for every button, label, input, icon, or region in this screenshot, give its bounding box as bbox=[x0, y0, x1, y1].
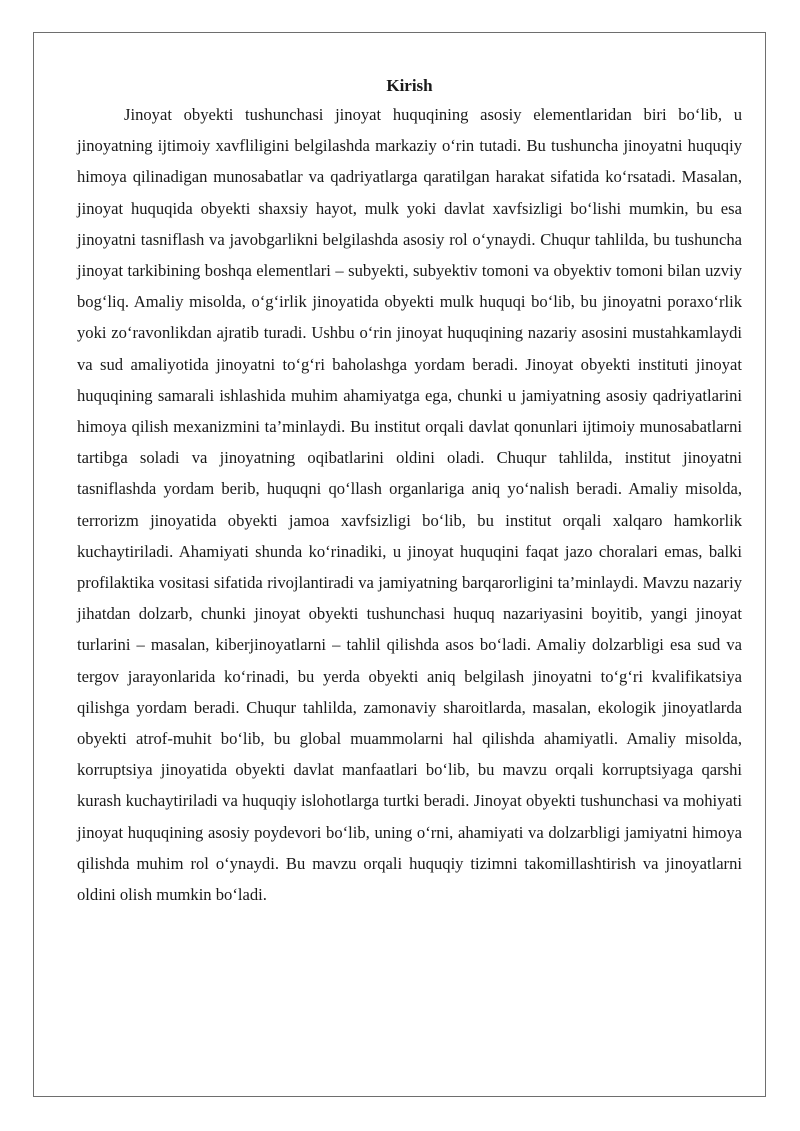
document-body bbox=[77, 74, 742, 910]
document-title: Kirish bbox=[386, 76, 433, 95]
body-paragraph: Jinoyat obyekti tushunchasi jinoyat huquqining asosiy elementlaridan biri bo‘lib, u jinoyatning ijtimoiy xavfliligini belgilashda markaziy o‘rin tutadi. Bu tushuncha jinoyatni huquqiy himoya qilinadigan munosabatlar va qadriyatlarga qaratilgan harakat sifatida ko‘rsatadi. Masalan, jinoyat huquqida obyekti shaxsiy hayot, mulk yoki davlat xavfsizligi bo‘lishi mumkin, bu esa jinoyatni tasniflash va javobgarlikni belgilashda asosiy rol o‘ynaydi. Chuqur tahlilda, bu tushuncha jinoyat tarkibining boshqa elementlari – subyekti, subyektiv tomoni va obyektiv tomoni bilan uzviy bog‘liq. Amaliy misolda, o‘g‘irlik jinoyatida obyekti mulk huquqi bo‘lib, bu jinoyatni poraxo‘rlik yoki zo‘ravonlikdan ajratib turadi. Ushbu o‘rin jinoyat huquqining nazariy asosini mustahkamlaydi va sud amaliyotida jinoyatni to‘g‘ri baholashga yordam beradi. Jinoyat obyekti instituti jinoyat huquqining samarali ishlashida muhim ahamiyatga ega, chunki u jamiyatning asosiy qadriyatlarini himoya qilish mexanizmini ta’minlaydi. Bu institut orqali davlat qonunlari ijtimoiy munosabatlarni tartibga soladi va jinoyatning oqibatlarini oldini oladi. Chuqur tahlilda, institut jinoyatni tasniflashda yordam berib, huquqni qo‘llash organlariga aniq yo‘nalish beradi. Amaliy misolda, terrorizm jinoyatida obyekti jamoa xavfsizligi bo‘lib, bu institut orqali xalqaro hamkorlik kuchaytiriladi. Ahamiyati shunda ko‘rinadiki, u jinoyat huquqini faqat jazo choralari emas, balki profilaktika vositasi sifatida rivojlantiradi va jamiyatning barqarorligini ta’minlaydi. Mavzu nazariy jihatdan dolzarb, chunki jinoyat obyekti tushunchasi huquq nazariyasini boyitib, yangi jinoyat turlarini – masalan, kiberjinoyatlarni – tahlil qilishda asos bo‘ladi. Amaliy dolzarbligi esa sud va tergov jarayonlarida ko‘rinadi, bu yerda obyekti aniq belgilash jinoyatni to‘g‘ri kvalifikatsiya qilishga yordam beradi. Chuqur tahlilda, zamonaviy sharoitlarda, masalan, ekologik jinoyatlarda obyekti atrof-muhit bo‘lib, bu global muammolarni hal qilishda ahamiyatli. Amaliy misolda, korruptsiya jinoyatida obyekti davlat manfaatlari bo‘lib, bu mavzu orqali korruptsiyaga qarshi kurash kuchaytiriladi va huquqiy islohotlarga turtki beradi. Jinoyat obyekti tushunchasi va mohiyati jinoyat huquqining asosiy poydevori bo‘lib, uning o‘rni, ahamiyati va dolzarbligi jamiyatni himoya qilishda muhim rol o‘ynaydi. Bu mavzu orqali huquqiy tizimni takomillashtirish va jinoyatlarni oldini olish mumkin bo‘ladi. bbox=[77, 105, 742, 905]
